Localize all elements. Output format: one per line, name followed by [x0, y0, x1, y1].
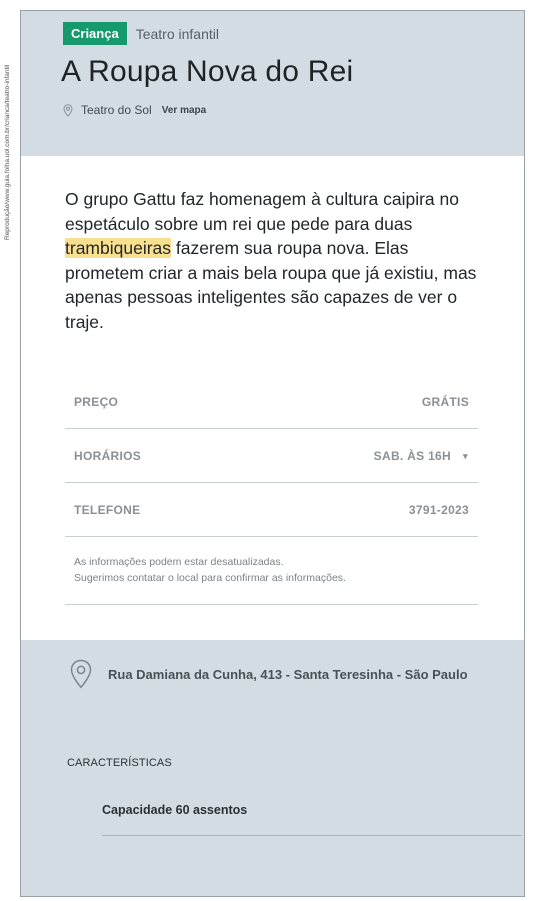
event-header [21, 11, 524, 156]
price-value: GRÁTIS [421, 394, 469, 409]
info-row-phone [65, 483, 478, 537]
feature-item [102, 793, 522, 836]
venue-row [63, 103, 206, 117]
location-pin-icon [69, 659, 93, 689]
info-table [65, 375, 478, 605]
event-description [65, 187, 485, 334]
price-label: PREÇO [74, 394, 119, 409]
phone-value[interactable]: 3791-2023 [408, 502, 469, 517]
category-row [63, 22, 219, 45]
description-text-end: fazerem sua roupa nova. Elas prometem criar a mais bela roupa que já existiu, mas apenas pessoas inteligentes são capazes de ver o traje. [65, 238, 477, 332]
event-card [20, 10, 525, 897]
notice-line-1: As informações podem estar desatualizadas. [74, 556, 284, 568]
page-title: A Roupa Nova do Rei [61, 55, 354, 88]
credit-text: Reprodução/www.guia.folha.uol.com.br/crianca/teatro-infantil [4, 64, 11, 240]
schedule-value-wrap[interactable] [374, 449, 469, 463]
highlighted-word: trambiqueiras [65, 238, 172, 258]
notice-line-2: Sugerimos contatar o local para confirmar as informações. [74, 572, 346, 584]
view-map-link[interactable]: Ver mapa [161, 104, 207, 116]
description-text-start: O grupo Gattu faz homenagem à cultura caipira no espetáculo sobre um rei que pede para duas [65, 189, 459, 234]
event-details [21, 156, 524, 640]
address-row [69, 659, 468, 689]
schedule-value: SAB. ÀS 16H [373, 448, 451, 463]
image-credit [4, 10, 14, 240]
chevron-down-icon[interactable]: ▾ [463, 450, 468, 461]
features-heading: CARACTERÍSTICAS [67, 757, 172, 769]
map-pin-icon [63, 104, 73, 117]
subcategory-label[interactable]: Teatro infantil [135, 25, 219, 42]
venue-name[interactable]: Teatro do Sol [81, 103, 152, 117]
phone-label: TELEFONE [74, 502, 141, 517]
info-row-schedule[interactable] [65, 429, 478, 483]
venue-address[interactable]: Rua Damiana da Cunha, 413 - Santa Teresinha - São Paulo [108, 666, 468, 682]
feature-capacity: Capacidade 60 assentos [102, 803, 248, 817]
outdated-info-notice [65, 537, 478, 605]
info-row-price [65, 375, 478, 429]
schedule-label: HORÁRIOS [74, 448, 142, 463]
category-badge[interactable]: Criança [63, 22, 127, 45]
